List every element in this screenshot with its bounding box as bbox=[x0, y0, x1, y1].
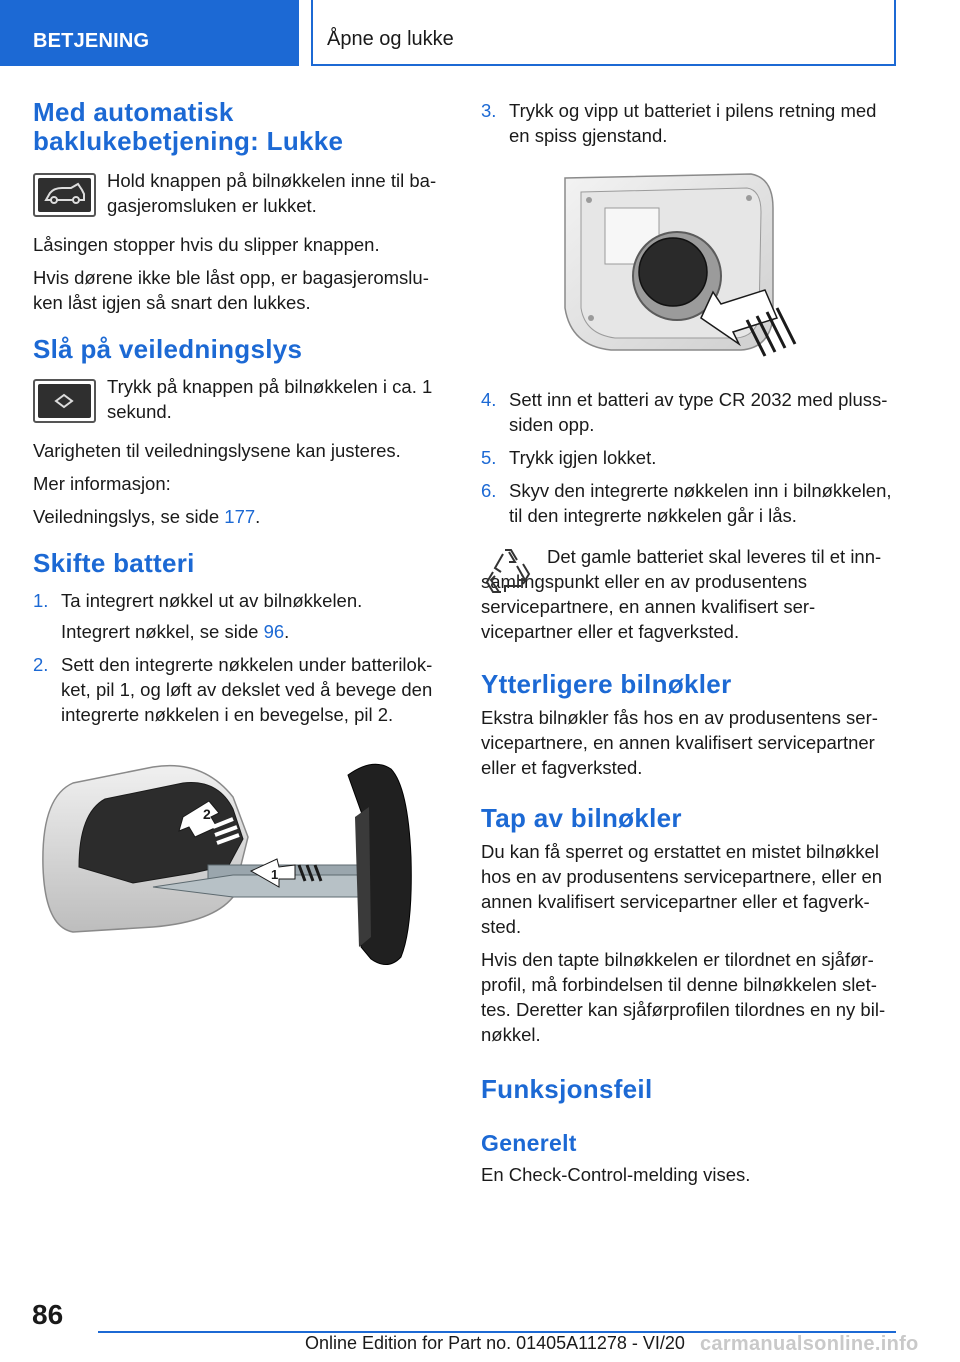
battery-steps-1 bbox=[33, 588, 448, 727]
list-item bbox=[481, 478, 899, 528]
car-trunk-icon bbox=[33, 173, 96, 217]
guide-light-icon bbox=[33, 379, 96, 423]
extra-keys-text: Ekstra bilnøkler fås hos en av produsentens servicepartnere, en annen kvalifisert servicepartner eller et fagverksted. bbox=[481, 707, 878, 778]
trunk-heading: Med automatisk baklukebetjening: Lukke bbox=[33, 97, 344, 156]
step-text: Sett den integrerte nøkkelen under batterilokket, pil 1, og løft av dekslet ved å bevege den integrerte nøkkelen i en bevegelse, pil 2. bbox=[61, 654, 433, 725]
step-subtext-end: . bbox=[284, 621, 290, 642]
trunk-stop-text: Låsingen stopper hvis du slipper knappen. bbox=[33, 234, 380, 255]
arrow-2-label: 2 bbox=[203, 806, 211, 822]
trunk-instruction-row bbox=[33, 170, 448, 218]
step-subtext-label: Integrert nøkkel, se side bbox=[61, 621, 264, 642]
step-text: Trykk og vipp ut batteriet i pilens retning med en spiss gjenstand. bbox=[509, 100, 877, 146]
trunk-instruction: Hold knappen på bilnøkkelen inne til bagasjeromsluken er lukket. bbox=[107, 170, 437, 216]
section-tab: BETJENING bbox=[0, 0, 299, 66]
right-column bbox=[481, 98, 899, 1187]
step-number: 2. bbox=[33, 654, 49, 675]
lost-keys-heading: Tap av bilnøkler bbox=[481, 803, 682, 833]
chapter-title: Åpne og lukke bbox=[311, 0, 896, 66]
guide-reference-text: Veiledningslys, se side bbox=[33, 506, 225, 527]
step-number: 6. bbox=[481, 480, 497, 501]
key-battery-cover-illustration bbox=[33, 747, 433, 977]
general-text: En Check-Control-melding vises. bbox=[481, 1164, 751, 1185]
list-item bbox=[33, 588, 448, 644]
guide-reference bbox=[33, 504, 448, 529]
page-link-177[interactable]: 177 bbox=[224, 506, 256, 527]
list-item bbox=[481, 387, 899, 437]
step-text: Skyv den integrerte nøkkelen inn i bilnøkkelen, til den integrerte nøkkelen går i lås. bbox=[509, 480, 892, 526]
watermark: carmanualsonline.info bbox=[700, 1333, 919, 1355]
list-item bbox=[481, 98, 899, 148]
step-text: Ta integrert nøkkel ut av bilnøkkelen. bbox=[61, 590, 363, 611]
battery-removal-illustration bbox=[551, 168, 811, 368]
guide-reference-end: . bbox=[255, 506, 261, 527]
list-item bbox=[481, 445, 899, 470]
page-link-96[interactable]: 96 bbox=[263, 621, 285, 642]
step-subtext bbox=[61, 619, 448, 644]
footer-edition: Online Edition for Part no. 01405A11278 - VI/20 bbox=[305, 1333, 685, 1353]
step-number: 4. bbox=[481, 389, 497, 410]
lost-keys-text-1: Du kan få sperret og erstattet en mistet bilnøkkel hos en av produsentens servicepartnere, eller en annen kvalifisert servicepartner eller et fagverksted. bbox=[481, 841, 883, 937]
battery-steps-3 bbox=[481, 387, 899, 528]
step-number: 5. bbox=[481, 447, 497, 468]
guide-instruction: Trykk på knappen på bilnøkkelen i ca. 1 sekund. bbox=[107, 376, 433, 422]
left-column bbox=[33, 98, 448, 982]
recycle-note bbox=[481, 544, 899, 644]
arrow-1-label: 1 bbox=[271, 867, 279, 882]
list-item bbox=[33, 652, 448, 727]
guide-heading: Slå på veiledningslys bbox=[33, 334, 303, 364]
recycle-note-text: Det gamle batteriet skal leveres til et innsamlingspunkt eller en av produsentens servicepartnere, en annen kvalifisert servicepartner eller et fagverksted. bbox=[481, 546, 882, 642]
general-subheading: Generelt bbox=[481, 1130, 577, 1156]
step-text: Sett inn et batteri av type CR 2032 med pluss-siden opp. bbox=[509, 389, 888, 435]
recycle-icon bbox=[481, 546, 537, 602]
page-number: 86 bbox=[32, 1299, 64, 1330]
lost-keys-text-2: Hvis den tapte bilnøkkelen er tilordnet en sjåførprofil, må forbindelsen til denne bilnøkkelen slettes. Deretter kan sjåførprofilen tilordnes en ny bilnøkkel. bbox=[481, 949, 886, 1045]
guide-duration-text: Varigheten til veiledningslysene kan justeres. bbox=[33, 440, 401, 461]
step-text: Trykk igjen lokket. bbox=[509, 447, 657, 468]
guide-instruction-row bbox=[33, 376, 448, 424]
extra-keys-heading: Ytterligere bilnøkler bbox=[481, 669, 732, 699]
malfunction-heading: Funksjonsfeil bbox=[481, 1074, 653, 1104]
step-number: 1. bbox=[33, 590, 49, 611]
battery-steps-2 bbox=[481, 98, 899, 148]
step-number: 3. bbox=[481, 100, 497, 121]
battery-heading: Skifte batteri bbox=[33, 548, 195, 578]
trunk-relock-text: Hvis dørene ikke ble låst opp, er bagasjeromsluken låst igjen så snart den lukkes. bbox=[33, 267, 429, 313]
guide-more-info: Mer informasjon: bbox=[33, 473, 171, 494]
